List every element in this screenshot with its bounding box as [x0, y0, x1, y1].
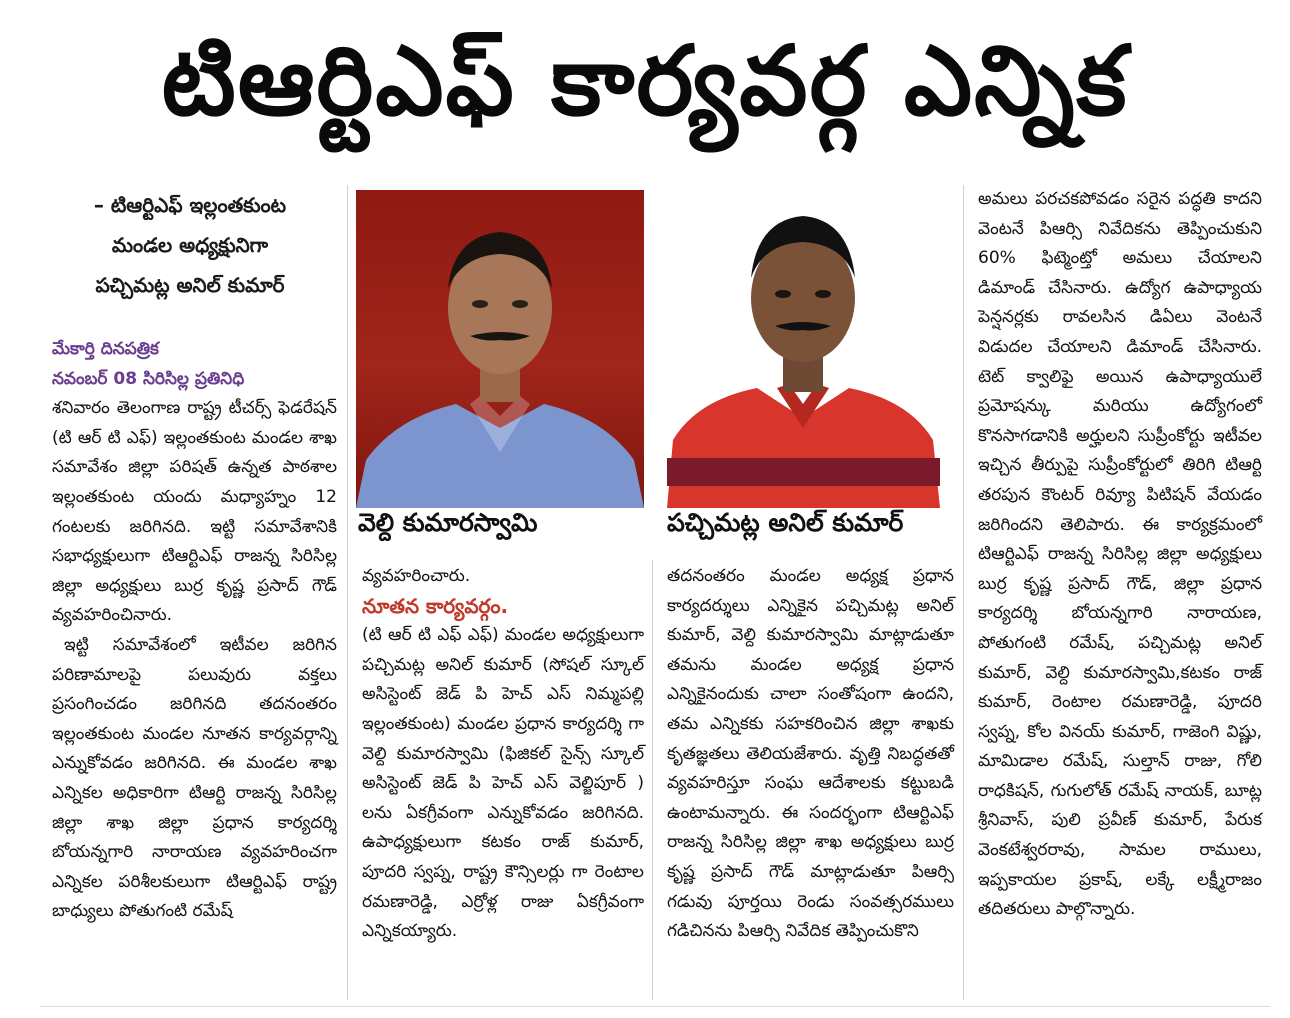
section-heading: నూతన కార్యవర్గం. [362, 593, 509, 618]
subheading-line: మండల అధ్యక్షునిగా [111, 233, 269, 257]
photo-kumaraswamy [356, 190, 644, 508]
caption-anil-kumar: పచ్చిమట్ల అనిల్ కుమార్ [667, 508, 904, 537]
article-column-1 [52, 335, 337, 927]
photo-anil-kumar [667, 190, 940, 508]
column-divider [652, 560, 653, 1000]
headline: టిఆర్టిఎఫ్ కార్యవర్గ ఎన్నిక [161, 25, 1129, 137]
subheading [40, 185, 340, 305]
paragraph: వ్యవహరించారు. [362, 566, 471, 586]
column-divider [347, 185, 348, 1000]
article-column-2 [362, 562, 644, 947]
paragraph: ఇట్టి సమావేశంలో ఇటీవల జరిగిన పరిణామాలపై పలువురు వక్తలు ప్రసంగించడం జరిగినది తదనంతరం ఇల్లంతకుంట మండల నూతన కార్యవర్గాన్ని ఎన్నుకోవడం జరిగినది. ఈ మండల శాఖ ఎన్నికల అధికారిగా టిఆర్టి రాజన్న సిరిసిల్ల జిల్లా శాఖ జిల్లా ప్రధాన కార్యదర్శి బోయన్నగారి నారాయణ వ్యవహరించగా ఎన్నికల పరిశీలకులుగా టిఆర్టిఎఫ్ రాష్ట్ర బాధ్యులు పోతుగంటి రమేష్ [52, 634, 337, 922]
paragraph: (టి ఆర్ టి ఎఫ్ ఎఫ్) మండల అధ్యక్షులుగా పచ్చిమట్ల అనిల్ కుమార్ (సోషల్ స్కూల్ అసిస్టెంట్ జెడ్ పి హెచ్ ఎస్ నిమ్మపల్లి ఇల్లంతకుంట) మండల ప్రధాన కార్యదర్శి గా వెల్ది కుమారస్వామి (ఫిజికల్ సైన్స్ స్కూల్ అసిస్టెంట్ జెడ్ పి హెచ్ ఎస్ వెల్జిపూర్ ) లను ఏకగ్రీవంగా ఎన్నుకోవడం జరిగినది. ఉపాధ్యక్షులుగా కటకం రాజ్ కుమార్, పూదరి స్వప్న, రాష్ట్ర కౌన్సిలర్లు గా రెంటాల రమణారెడ్డి, ఎర్రోళ్ల రాజు ఏకగ్రీవంగా ఎన్నికయ్యారు. [362, 625, 644, 942]
article-column-3 [667, 562, 954, 947]
subheading-line: – టిఆర్టిఎఫ్ ఇల్లంతకుంట [93, 193, 287, 217]
byline-source: మేకార్తి దినపత్రిక [52, 339, 159, 359]
subheading-line: పచ్చిమట్ల అనిల్ కుమార్ [95, 273, 285, 297]
caption-kumaraswamy: వెల్ది కుమారస్వామి [358, 508, 538, 537]
portrait-anil-kumar-image [667, 190, 940, 508]
column-divider [963, 185, 964, 1000]
paragraph: శనివారం తెలంగాణ రాష్ట్ర టీచర్స్ ఫెడరేషన్ (టి ఆర్ టి ఎఫ్) ఇల్లంతకుంట మండల శాఖ సమావేశం జిల్లా పరిషత్ ఉన్నత పాఠశాల ఇల్లంతకుంట యందు మధ్యాహ్నం 12 గంటలకు జరిగినది. ఇట్టి సమావేశానికి సభాధ్యక్షులుగా టిఆర్టిఎఫ్ రాజన్న సిరిసిల్ల జిల్లా అధ్యక్షులు బుర్ర కృష్ణ ప్రసాద్ గౌడ్ వ్యవహరించినారు. [52, 398, 337, 626]
paragraph: అమలు పరచకపోవడం సరైన పద్ధతి కాదని వెంటనే పిఆర్సి నివేదికను తెప్పించుకుని 60% ఫిట్మెంట్తో అమలు చేయాలని డిమాండ్ చేసినారు. ఉద్యోగ ఉపాధ్యాయ పెన్షనర్లకు రావలసిన డిఏలు వెంటనే విడుదల చేయాలని డిమాండ్ చేసినారు. టెట్ క్వాలిఫై అయిన ఉపాధ్యాయులే ప్రమోషన్కు మరియు ఉద్యోగంలో కొనసాగడానికి అర్హులని సుప్రీంకోర్టు ఇటీవల ఇచ్చిన తీర్పుపై సుప్రీంకోర్టులో తిరిగి టిఆర్టి తరపున కౌంటర్ రివ్యూ పిటిషన్ వేయడం జరిగిందని తెలిపారు. ఈ కార్యక్రమంలో టిఆర్టిఎఫ్ రాజన్న సిరిసిల్ల జిల్లా అధ్యక్షులు బుర్ర కృష్ణ ప్రసాద్ గౌడ్, జిల్లా ప్రధాన కార్యదర్శి బోయన్నగారి నారాయణ, పోతుగంటి రమేష్, పచ్చిమట్ల అనిల్ కుమార్, వెల్ది కుమారస్వామి,కటకం రాజ్ కుమార్, రెంటాల రమణారెడ్డి, పూదరి స్వప్న, కోల వినయ్ కుమార్, గాజెంగి విష్ణు, మామిడాల రమేష్, సుల్తాన్ రాజు, గోలి రాధకిషన్, గుగులోత్ రమేష్ నాయక్, బూట్ల శ్రీనివాస్, పులి ప్రవీణ్ కుమార్, పేరుక వెంకటేశ్వరరావు, సామల రాములు, ఇప్పకాయల ప్రకాష్, లక్కే లక్ష్మీరాజం తదితరులు పాల్గొన్నారు. [978, 189, 1262, 920]
bottom-rule [40, 1006, 1270, 1007]
article-column-4 [978, 185, 1262, 925]
paragraph: తదనంతరం మండల అధ్యక్ష ప్రధాన కార్యదర్శులు ఎన్నికైన పచ్చిమట్ల అనిల్ కుమార్, వెల్ది కుమారస్వామి మాట్లాడుతూ తమను మండల అధ్యక్ష ప్రధాన ఎన్నికైనందుకు చాలా సంతోషంగా ఉందని, తమ ఎన్నికకు సహకరించిన జిల్లా శాఖకు కృతజ్ఞతలు తెలియజేశారు. వృత్తి నిబద్ధతతో వ్యవహరిస్తూ సంఘ ఆదేశాలకు కట్టుబడి ఉంటామన్నారు. ఈ సందర్భంగా టిఆర్టిఎఫ్ రాజన్న సిరిసిల్ల జిల్లా శాఖ అధ్యక్షులు బుర్ర కృష్ణ ప్రసాద్ గౌడ్ మాట్లాడుతూ పిఆర్సి గడువు పూర్తయి రెండు సంవత్సరములు గడిచినను పిఆర్సి నివేదిక తెప్పించుకొని [667, 566, 954, 942]
portrait-kumaraswamy-image [356, 190, 644, 508]
byline-dateline: నవంబర్ 08 సిరిసిల్ల ప్రతినిధి [52, 368, 245, 389]
